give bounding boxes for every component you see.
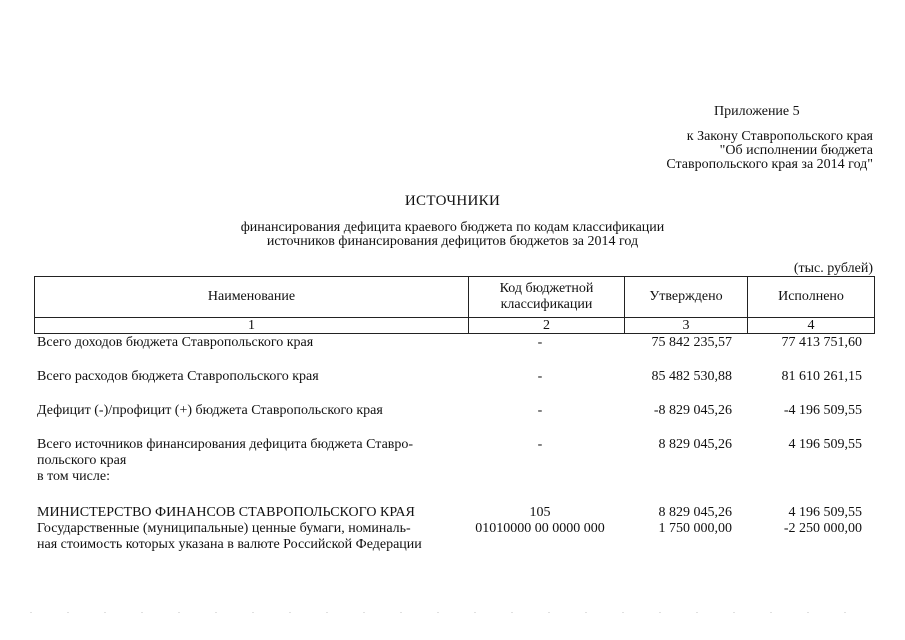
column-header-name: Наименование: [207, 289, 296, 304]
row-name: [37, 437, 457, 485]
row-name: Дефицит (-)/профицит (+) бюджета Ставропольского края: [37, 403, 383, 418]
row-name: МИНИСТЕРСТВО ФИНАНСОВ СТАВРОПОЛЬСКОГО КРАЯ: [37, 505, 415, 520]
column-number: 1: [248, 317, 255, 333]
row-name: [37, 521, 457, 553]
appendix-label: Приложение 5: [714, 104, 800, 119]
row-code: -: [537, 403, 543, 418]
row-executed: 4 196 509,55: [788, 505, 862, 520]
row-executed: 81 610 261,15: [781, 369, 862, 384]
header-border-right: [874, 276, 875, 334]
row-executed: 77 413 751,60: [781, 335, 862, 350]
row-approved: 1 750 000,00: [658, 521, 732, 536]
row-name: Всего доходов бюджета Ставропольского края: [37, 335, 314, 350]
scan-noise: [30, 612, 880, 613]
row-approved: 8 829 045,26: [658, 505, 732, 520]
column-number: 4: [807, 317, 815, 333]
row-name-line: Всего источников финансирования дефицита бюджета Ставро-: [37, 437, 414, 452]
column-header-executed: Исполнено: [778, 289, 844, 304]
row-approved: -8 829 045,26: [653, 403, 732, 418]
column-header-approved: Утверждено: [649, 289, 723, 304]
row-executed: -4 196 509,55: [783, 403, 862, 418]
row-name-line: польского края: [37, 453, 127, 468]
subtitle-line: финансирования дефицита краевого бюджета по кодам классификации: [240, 220, 665, 235]
subtitle-line: источников финансирования дефицитов бюджетов за 2014 год: [266, 234, 639, 249]
row-name-line: Государственные (муниципальные) ценные бумаги, номиналь-: [37, 521, 411, 536]
row-approved: 75 842 235,57: [651, 335, 732, 350]
column-number: 3: [682, 317, 690, 333]
row-name: Всего расходов бюджета Ставропольского края: [37, 369, 319, 384]
column-number: 2: [543, 317, 550, 333]
column-header-code: Код бюджетной классификации: [499, 281, 594, 312]
table-header: [34, 276, 875, 334]
row-name-line: в том числе:: [37, 469, 110, 484]
row-code: -: [537, 437, 543, 452]
law-line: Ставропольского края за 2014 год": [666, 157, 873, 172]
law-line: к Закону Ставропольского края: [686, 129, 873, 144]
row-executed: -2 250 000,00: [783, 521, 862, 536]
row-approved: 85 482 530,88: [651, 369, 732, 384]
unit-label: (тыс. рублей): [793, 261, 873, 276]
row-code: 01010000 00 0000 000: [475, 521, 605, 536]
row-approved: 8 829 045,26: [658, 437, 732, 452]
law-reference: [573, 130, 873, 172]
law-line: "Об исполнении бюджета: [719, 143, 873, 158]
row-name-line: ная стоимость которых указана в валюте Российской Федерации: [37, 537, 422, 552]
document-subtitle: [0, 221, 905, 249]
document-title: ИСТОЧНИКИ: [404, 193, 501, 209]
row-code: -: [537, 335, 543, 350]
header-border-bottom: [34, 333, 875, 334]
row-code: -: [537, 369, 543, 384]
row-executed: 4 196 509,55: [788, 437, 862, 452]
row-code: 105: [529, 505, 551, 520]
